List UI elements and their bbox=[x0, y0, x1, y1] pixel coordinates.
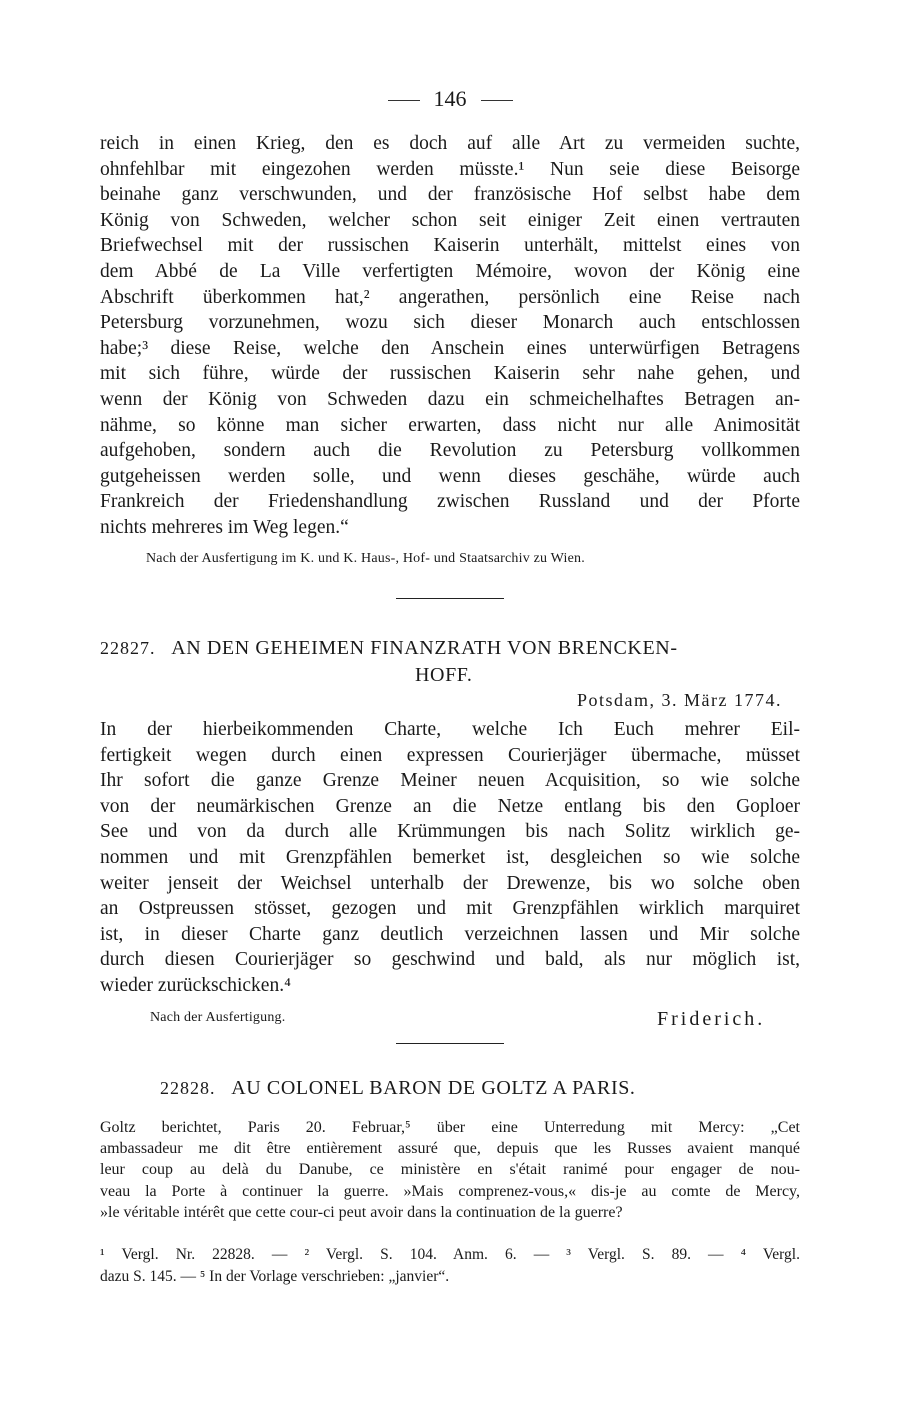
text-line: fertigkeit wegen durch einen expressen Courierjäger übermache, müsset bbox=[100, 744, 800, 766]
footnote-line: dazu S. 145. — ⁵ In der Vorlage verschrieben: „janvier“. bbox=[100, 1268, 450, 1285]
text-line: reich in einen Krieg, den es doch auf alle Art zu vermeiden suchte, bbox=[100, 133, 800, 154]
page-number: 146 bbox=[433, 86, 467, 111]
text-line: beinahe ganz verschwunden, und der französische Hof selbst habe dem bbox=[100, 184, 800, 206]
text-line: veau la Porte à continuer la guerre. »Mais comprenez-vous,« dis-je au comte de Mercy, bbox=[100, 1182, 800, 1200]
page-header bbox=[0, 86, 900, 112]
text-line: nommen und mit Grenzpfählen bemerket ist, desgleichen so wie solche bbox=[100, 846, 800, 868]
section-divider bbox=[396, 1043, 504, 1044]
document-heading bbox=[160, 1077, 636, 1100]
heading-line: AU COLONEL BARON DE GOLTZ A PARIS. bbox=[231, 1077, 636, 1099]
document-heading-cont: HOFF. bbox=[415, 664, 473, 686]
text-line: Frankreich der Friedenshandlung zwischen Russland und der Pforte bbox=[100, 491, 800, 513]
text-line: durch diesen Courierjäger so geschwind und bald, als nur möglich ist, bbox=[100, 949, 800, 971]
footnote-line: ¹ Vergl. Nr. 22828. — ² Vergl. S. 104. Anm. 6. — ³ Vergl. S. 89. — ⁴ Vergl. bbox=[100, 1246, 800, 1263]
document-heading bbox=[100, 637, 678, 660]
text-line: habe;³ diese Reise, welche den Anschein eines unterwürfigen Betragens bbox=[100, 337, 800, 359]
section-divider bbox=[396, 598, 504, 599]
text-line: aufgehoben, sondern auch die Revolution zu Petersburg vollkommen bbox=[100, 440, 800, 462]
text-line: leur coup au delà du Danube, ce ministère en s'était ranimé pour engager de nou- bbox=[100, 1161, 800, 1179]
text-line: nichts mehreres im Weg legen.“ bbox=[100, 516, 349, 538]
text-line: von der neumärkischen Grenze an die Netze entlang bis den Goploer bbox=[100, 795, 800, 817]
text-line: König von Schweden, welcher schon seit einiger Zeit einen vertrauten bbox=[100, 209, 800, 231]
signature: Friderich. bbox=[657, 1008, 766, 1030]
summary-text bbox=[100, 1117, 800, 1223]
text-line: nähme, so könne man sicher erwarten, dass nicht nur alle Animosität bbox=[100, 414, 800, 436]
document-number: 22828. bbox=[160, 1078, 216, 1098]
text-line: mit sich führe, würde der russischen Kaiserin sehr nahe gehen, und bbox=[100, 363, 800, 385]
text-line: wieder zurückschicken.⁴ bbox=[100, 974, 291, 996]
source-note: Nach der Ausfertigung. bbox=[150, 1010, 286, 1025]
text-line: Petersburg vorzunehmen, wozu sich dieser Monarch auch entschlossen bbox=[100, 312, 800, 334]
text-line: gutgeheissen werden solle, und wenn dieses geschähe, würde auch bbox=[100, 465, 800, 487]
letter-continuation bbox=[100, 131, 800, 541]
text-line: In der hierbeikommenden Charte, welche Ich Euch mehrer Eil- bbox=[100, 719, 800, 740]
text-line: ambassadeur me dit être entièrement assuré que, depuis que les Russes avaient manqué bbox=[100, 1140, 800, 1158]
text-line: Ihr sofort die ganze Grenze Meiner neuen Acquisition, so wie solche bbox=[100, 770, 800, 792]
letter-body bbox=[100, 717, 800, 999]
footnotes bbox=[100, 1244, 800, 1288]
text-line: »le véritable intérêt que cette cour-ci peut avoir dans la continuation de la guerre? bbox=[100, 1203, 623, 1221]
document-number: 22827. bbox=[100, 638, 156, 658]
header-dash-left bbox=[388, 100, 420, 101]
heading-line: AN DEN GEHEIMEN FINANZRATH VON BRENCKEN- bbox=[171, 637, 678, 659]
text-line: dem Abbé de La Ville verfertigten Mémoire, wovon der König eine bbox=[100, 260, 800, 282]
place-date: Potsdam, 3. März 1774. bbox=[577, 690, 782, 710]
text-line: an Ostpreussen stösset, gezogen und mit Grenzpfählen wirklich marquiret bbox=[100, 898, 800, 920]
text-line: ohnfehlbar mit eingezohen werden müsste.¹ Nun seie diese Beisorge bbox=[100, 158, 800, 180]
header-dash-right bbox=[481, 100, 513, 101]
source-note: Nach der Ausfertigung im K. und K. Haus-, Hof- und Staatsarchiv zu Wien. bbox=[146, 551, 585, 566]
text-line: weiter jenseit der Weichsel unterhalb der Drewenze, bis wo solche oben bbox=[100, 872, 800, 894]
text-line: Briefwechsel mit der russischen Kaiserin unterhält, mittelst eines von bbox=[100, 235, 800, 257]
text-line: wenn der König von Schweden dazu ein schmeichelhaftes Betragen an- bbox=[100, 388, 800, 410]
text-line: See und von da durch alle Krümmungen bis nach Solitz wirklich ge- bbox=[100, 821, 800, 843]
text-line: Goltz berichtet, Paris 20. Februar,⁵ über eine Unterredung mit Mercy: „Cet bbox=[100, 1119, 800, 1136]
text-line: ist, in dieser Charte ganz deutlich verzeichnen lassen und Mir solche bbox=[100, 923, 800, 945]
text-line: Abschrift überkommen hat,² angerathen, persönlich eine Reise nach bbox=[100, 286, 800, 308]
